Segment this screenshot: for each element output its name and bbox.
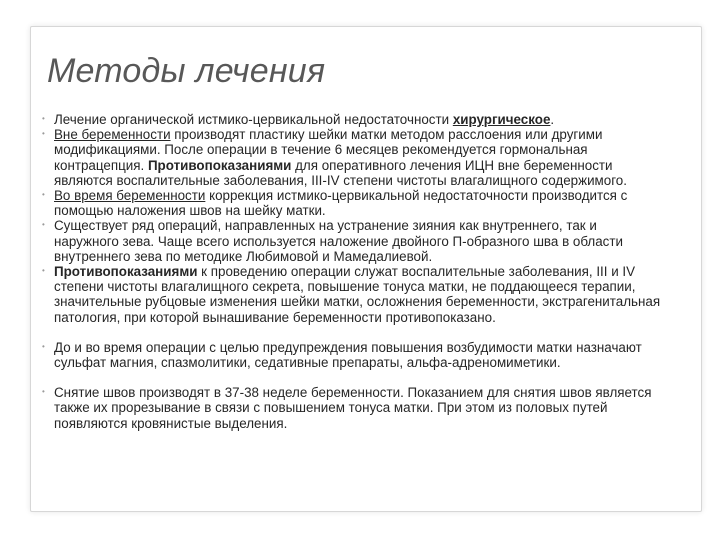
bullet-text: До и во время операции с целью предупреждения повышения возбудимости матки назначают сульфат магния, спазмолитики, седативные препараты, альфа-адреномиметики. bbox=[54, 339, 642, 371]
bullet-item bbox=[42, 127, 662, 188]
bullet-text-underlined: Во время беременности bbox=[54, 188, 206, 204]
bullet-dot-icon bbox=[42, 344, 48, 350]
bullet-text-emphasis: хирургическое bbox=[452, 112, 551, 127]
bullet-item bbox=[42, 188, 662, 218]
bullet-text: производят пластику шейки матки методом расслоения или другими модификациями. После операции в течение 6 месяцев рекомендуется гормональная контрацепция. bbox=[54, 127, 603, 173]
bullet-item bbox=[42, 264, 662, 325]
bullet-dot-icon bbox=[42, 268, 48, 274]
bullet-dot-icon bbox=[42, 389, 48, 395]
bullet-text: коррекция истмико-цервикальной недостаточности производится с помощью наложения швов на шейку матки. bbox=[54, 188, 628, 219]
bullet-item bbox=[42, 112, 662, 127]
bullet-item bbox=[42, 218, 662, 264]
spacer bbox=[42, 370, 662, 385]
bullet-text: . bbox=[550, 112, 555, 127]
bullet-text: для оперативного лечения ИЦН вне беременности являются воспалительные заболевания, III-IV степени чистоты влагалищного содержимого. bbox=[54, 157, 627, 188]
bullet-text: к проведению операции служат воспалительные заболевания, III и IV степени чистоты влагалищного секрета, повышение тонуса матки, не поддающееся терапии, значительные рубцовые изменения шейки матки, осложнения беременности, экстрагенитальная патология, при которой вынашивание беременности противопоказано. bbox=[54, 264, 661, 325]
bullet-list bbox=[42, 112, 662, 431]
bullet-text: Снятие швов производят в 37-38 неделе беременности. Показанием для снятия швов является также их прорезывание в связи с повышением тонуса матки. При этом из половых путей появляются кровянистые выделения. bbox=[54, 385, 652, 431]
bullet-dot-icon bbox=[42, 131, 48, 137]
slide-title: Методы лечения bbox=[47, 52, 326, 90]
bullet-dot-icon bbox=[42, 116, 48, 122]
bullet-text: Существует ряд операций, направленных на устранение зияния как внутреннего, так и наружного зева. Чаще всего используется наложение двойного П-образного шва в области внутреннего зева по методике Любимовой и Мамедалиевой. bbox=[54, 218, 623, 264]
bullet-dot-icon bbox=[42, 222, 48, 228]
bullet-dot-icon bbox=[42, 192, 48, 198]
spacer bbox=[42, 325, 662, 340]
bullet-text-bold: Противопоказаниями bbox=[147, 157, 292, 173]
bullet-item bbox=[42, 340, 662, 370]
bullet-item bbox=[42, 385, 662, 431]
bullet-text: Лечение органической истмико-цервикальной недостаточности bbox=[54, 112, 453, 127]
bullet-text-bold: Противопоказаниями bbox=[54, 264, 198, 280]
bullet-text-underlined: Вне беременности bbox=[54, 127, 171, 143]
